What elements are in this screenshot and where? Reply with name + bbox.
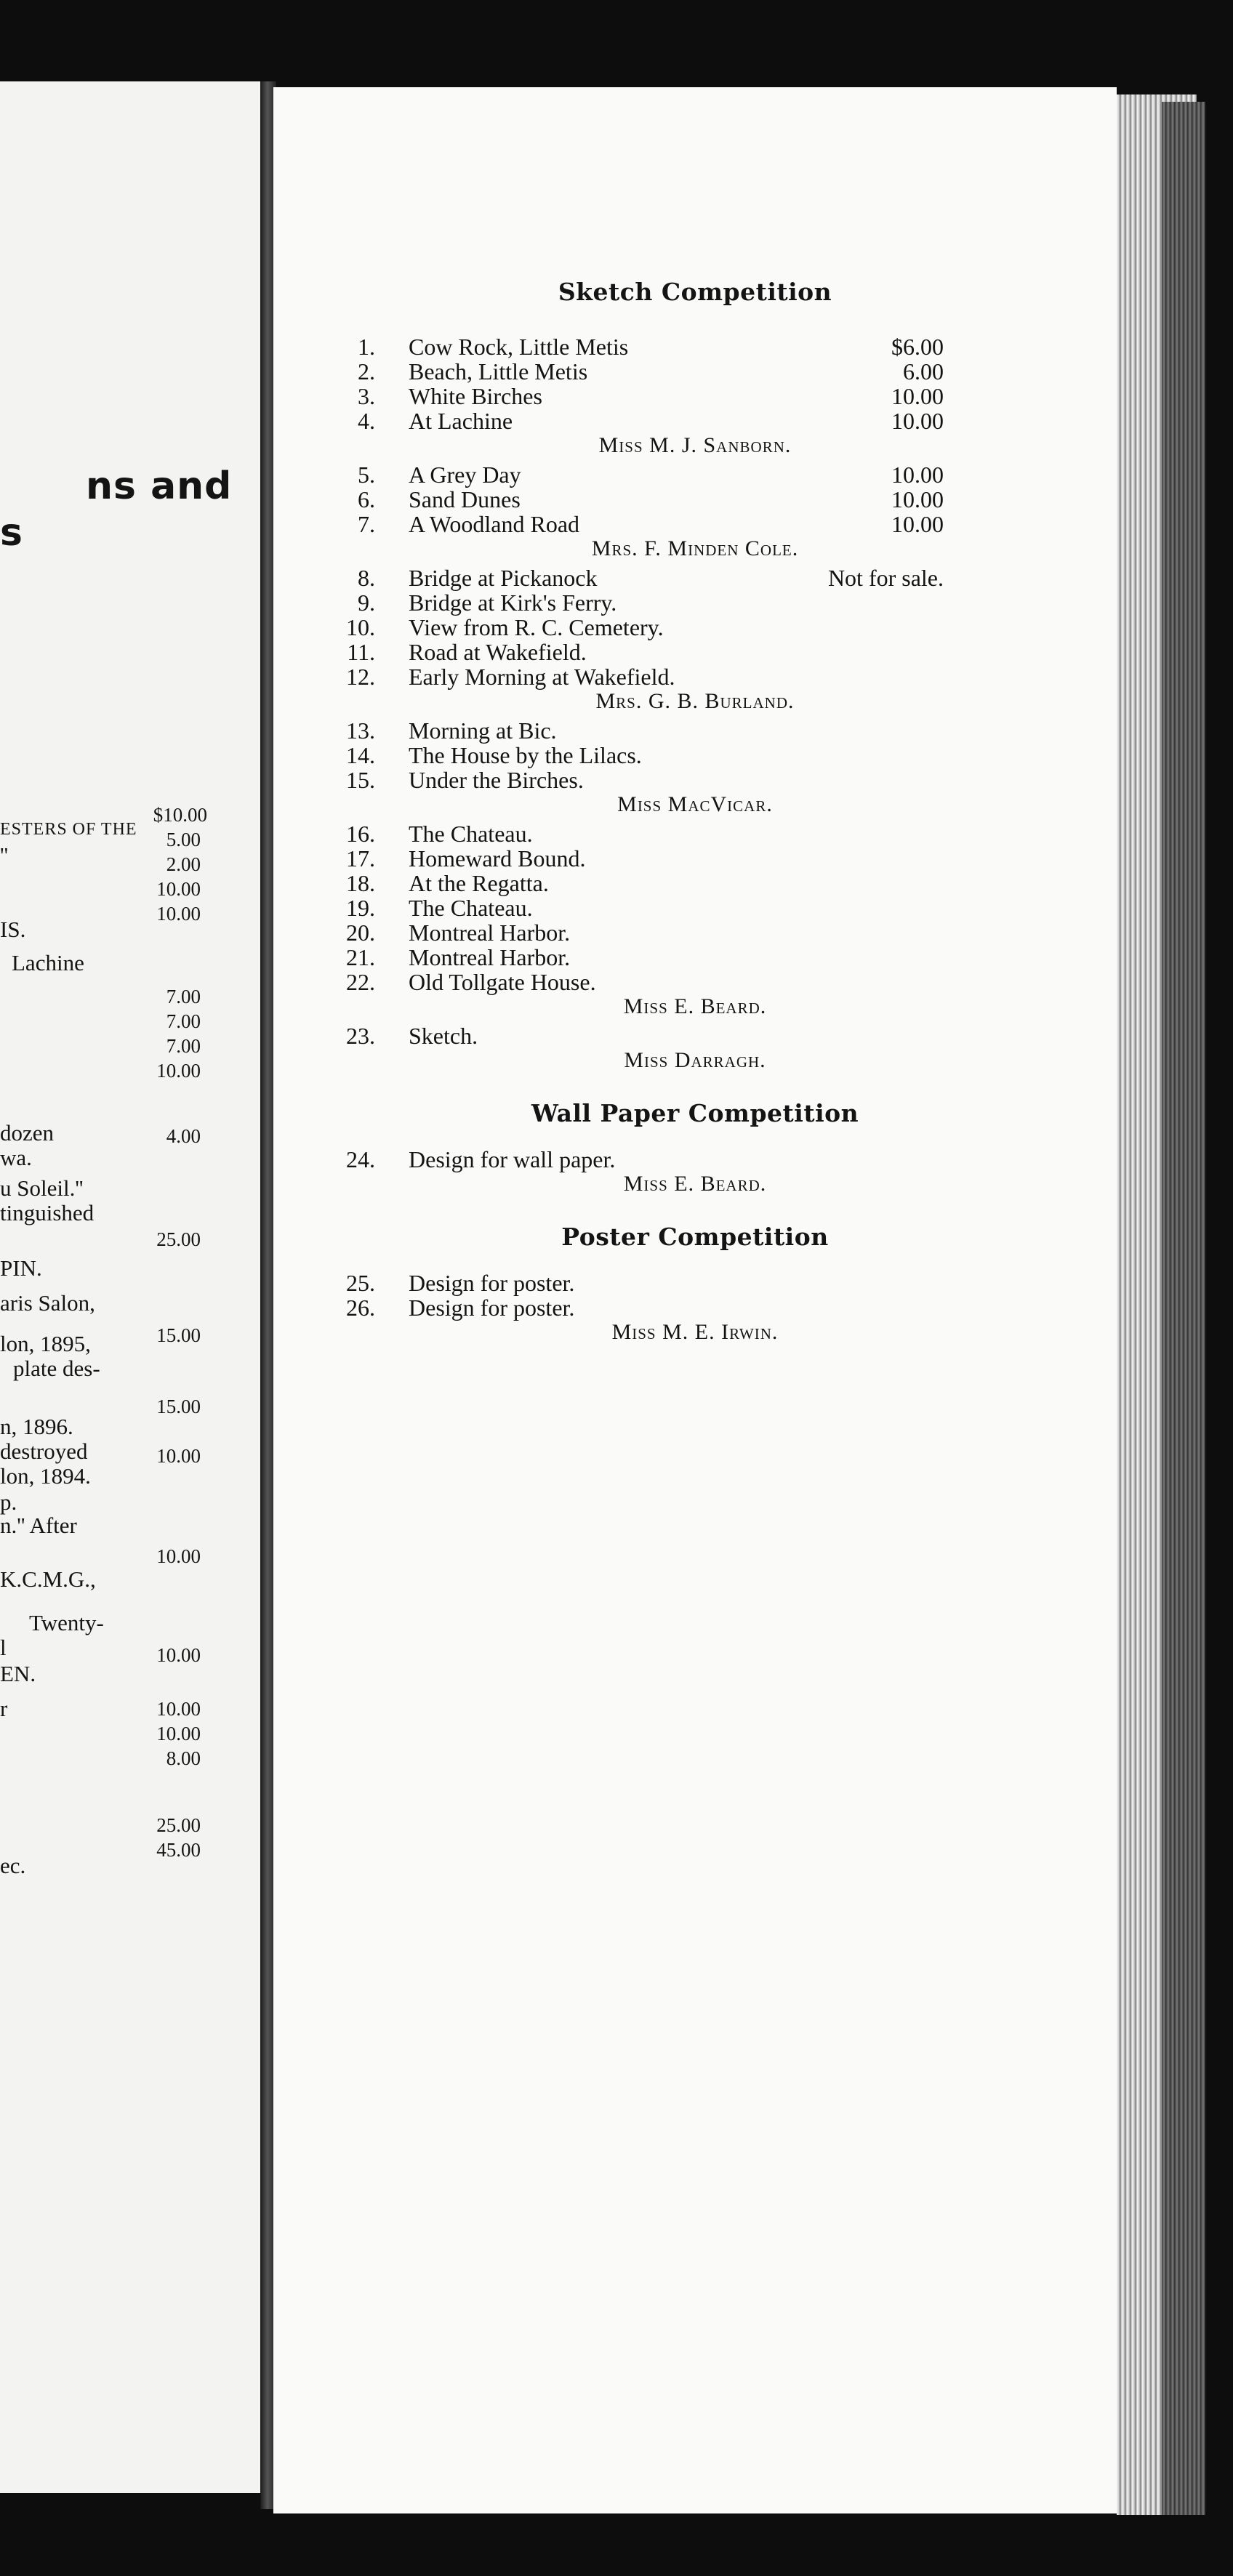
left-price: 15.00 <box>156 1324 201 1346</box>
catalogue-entry <box>273 487 1117 512</box>
artist-name-text: Miss M. J. Sanborn. <box>598 433 792 457</box>
left-page <box>0 81 268 2493</box>
left-fragment: l <box>0 1635 7 1660</box>
catalogue-entry <box>273 334 1117 359</box>
artist-name-text: Mrs. F. Minden Cole. <box>591 536 799 560</box>
entry-number: 19. <box>346 895 375 921</box>
entry-title: Design for wall paper. <box>409 1146 616 1172</box>
entry-title: Sand Dunes <box>409 486 521 512</box>
left-fragment: r <box>0 1696 8 1721</box>
left-fragment: aris Salon, <box>0 1290 95 1316</box>
entry-number: 7. <box>358 511 375 537</box>
catalogue-entry <box>273 462 1117 487</box>
left-price: 2.00 <box>166 853 201 875</box>
left-price: 15.00 <box>156 1396 201 1417</box>
left-fragment: Lachine <box>12 950 84 975</box>
entry-number: 25. <box>346 1270 375 1296</box>
entry-title: White Birches <box>409 383 542 409</box>
entry-price: 6.00 <box>903 358 944 385</box>
catalogue-entry <box>273 871 1117 895</box>
left-price: 5.00 <box>166 829 201 850</box>
catalogue-entry <box>273 384 1117 408</box>
entry-price: 10.00 <box>891 383 944 409</box>
left-fragment: dozen <box>0 1120 55 1146</box>
entry-number: 26. <box>346 1295 375 1321</box>
left-price: 7.00 <box>166 1010 201 1032</box>
entry-title: The House by the Lilacs. <box>409 742 642 768</box>
catalogue-entry <box>273 1295 1117 1320</box>
right-page <box>273 87 1117 2513</box>
artist-name <box>273 433 1117 458</box>
entry-title: Under the Birches. <box>409 767 584 793</box>
entry-title: Road at Wakefield. <box>409 639 587 665</box>
entry-title: The Chateau. <box>409 821 533 847</box>
left-price: 4.00 <box>166 1125 201 1147</box>
left-fragment: Twenty- <box>29 1610 104 1635</box>
entry-number: 2. <box>358 358 375 385</box>
left-price: 10.00 <box>156 1644 201 1666</box>
entry-number: 17. <box>346 845 375 872</box>
entry-number: 24. <box>346 1146 375 1172</box>
left-price: 10.00 <box>156 878 201 900</box>
artist-name <box>273 536 1117 561</box>
entry-number: 22. <box>346 969 375 995</box>
section-title: Sketch Competition <box>558 278 832 306</box>
artist-name-text: Miss E. Beard. <box>623 1172 767 1196</box>
entry-number: 16. <box>346 821 375 847</box>
left-caption: ESTERS OF THE <box>0 820 137 839</box>
catalogue-entry <box>273 821 1117 846</box>
page-edges-shade <box>1162 102 1205 2515</box>
entry-title: A Grey Day <box>409 462 521 488</box>
entry-price: 10.00 <box>891 511 944 537</box>
entry-price: $6.00 <box>891 334 944 360</box>
left-fragment: p. <box>0 1489 17 1515</box>
left-price: 10.00 <box>156 1723 201 1744</box>
artist-name-text: Miss M. E. Irwin. <box>611 1320 779 1344</box>
entry-title: Bridge at Kirk's Ferry. <box>409 589 617 616</box>
entry-title: Design for poster. <box>409 1295 575 1321</box>
left-fragment: K.C.M.G., <box>0 1566 96 1592</box>
left-fragment: n, 1896. <box>0 1414 73 1439</box>
entry-title: Sketch. <box>409 1023 478 1049</box>
catalogue-entry <box>273 664 1117 689</box>
catalogue-entry <box>273 1147 1117 1172</box>
catalogue-entry <box>273 640 1117 664</box>
section-title: Wall Paper Competition <box>531 1099 859 1127</box>
entry-title: Montreal Harbor. <box>409 944 571 970</box>
entry-number: 11. <box>347 639 375 665</box>
left-fragment: u Soleil.'' <box>0 1175 84 1201</box>
left-price: 45.00 <box>156 1839 201 1861</box>
catalogue-entry <box>273 590 1117 615</box>
section-title: Poster Competition <box>561 1223 829 1251</box>
catalogue-entry <box>273 846 1117 871</box>
left-fragment: plate des- <box>13 1356 100 1381</box>
catalogue-entry <box>273 1271 1117 1295</box>
catalogue-entry <box>273 615 1117 640</box>
left-fragment: IS. <box>0 917 26 942</box>
left-price: $10.00 <box>153 804 207 826</box>
entry-number: 4. <box>358 408 375 434</box>
entry-title: Cow Rock, Little Metis <box>409 334 629 360</box>
catalogue-entry <box>273 359 1117 384</box>
left-fragment: EN. <box>0 1661 36 1686</box>
catalogue-entry <box>273 565 1117 590</box>
left-price: 8.00 <box>166 1747 201 1769</box>
entry-number: 3. <box>358 383 375 409</box>
left-price: 25.00 <box>156 1228 201 1250</box>
entry-price: 10.00 <box>891 486 944 512</box>
left-heading-line-1: ns and <box>86 464 233 508</box>
catalogue-entry <box>273 512 1117 536</box>
left-price: 7.00 <box>166 986 201 1007</box>
entry-title: Old Tollgate House. <box>409 969 596 995</box>
entry-title: Morning at Bic. <box>409 717 557 744</box>
entry-price: Not for sale. <box>827 565 944 591</box>
catalogue-entry <box>273 945 1117 970</box>
entry-title: At the Regatta. <box>409 870 549 896</box>
left-fragment: PIN. <box>0 1255 42 1281</box>
left-price: 10.00 <box>156 1698 201 1720</box>
left-heading-line-2: s <box>0 511 23 555</box>
entry-price: 10.00 <box>891 462 944 488</box>
left-fragment: ec. <box>0 1853 26 1878</box>
left-fragment: wa. <box>0 1145 32 1170</box>
entry-price: 10.00 <box>891 408 944 434</box>
left-price: 10.00 <box>156 1545 201 1567</box>
catalogue-entry <box>273 408 1117 433</box>
entry-number: 6. <box>358 486 375 512</box>
catalogue-entry <box>273 970 1117 994</box>
left-price: 25.00 <box>156 1814 201 1836</box>
entry-title: Design for poster. <box>409 1270 575 1296</box>
entry-title: Early Morning at Wakefield. <box>409 664 675 690</box>
entry-title: Homeward Bound. <box>409 845 586 872</box>
artist-name <box>273 1172 1117 1196</box>
entry-title: Beach, Little Metis <box>409 358 588 385</box>
artist-name-text: Miss Darragh. <box>624 1048 766 1072</box>
left-fragment: '' <box>0 842 9 868</box>
entry-number: 20. <box>346 919 375 946</box>
catalogue-entry <box>273 718 1117 743</box>
entry-title: Bridge at Pickanock <box>409 565 598 591</box>
entry-number: 5. <box>358 462 375 488</box>
artist-name <box>273 1320 1117 1345</box>
entry-title: At Lachine <box>409 408 513 434</box>
entry-number: 18. <box>346 870 375 896</box>
left-fragment: n.'' After <box>0 1513 77 1538</box>
left-price: 10.00 <box>156 1445 201 1467</box>
entry-number: 21. <box>346 944 375 970</box>
left-price: 7.00 <box>166 1035 201 1057</box>
entry-number: 14. <box>346 742 375 768</box>
left-fragment: tinguished <box>0 1200 95 1225</box>
catalogue-entry <box>273 920 1117 945</box>
artist-name <box>273 1048 1117 1073</box>
entry-number: 15. <box>346 767 375 793</box>
catalogue-entry <box>273 768 1117 792</box>
artist-name <box>273 994 1117 1019</box>
left-fragment: lon, 1895, <box>0 1331 91 1356</box>
entry-title: View from R. C. Cemetery. <box>409 614 664 640</box>
entry-number: 12. <box>346 664 375 690</box>
catalogue-entry <box>273 743 1117 768</box>
entry-number: 8. <box>358 565 375 591</box>
entry-number: 9. <box>358 589 375 616</box>
left-price: 10.00 <box>156 1060 201 1082</box>
left-fragment: lon, 1894. <box>0 1463 91 1489</box>
entry-number: 23. <box>346 1023 375 1049</box>
entry-title: A Woodland Road <box>409 511 580 537</box>
entry-number: 1. <box>358 334 375 360</box>
artist-name-text: Miss MacVicar. <box>617 792 773 816</box>
artist-name <box>273 792 1117 817</box>
artist-name-text: Mrs. G. B. Burland. <box>595 689 795 713</box>
left-fragment: destroyed <box>0 1438 88 1464</box>
catalogue-entry <box>273 895 1117 920</box>
artist-name-text: Miss E. Beard. <box>623 994 767 1018</box>
entry-title: The Chateau. <box>409 895 533 921</box>
catalogue-entry <box>273 1023 1117 1048</box>
entry-number: 13. <box>346 717 375 744</box>
entry-number: 10. <box>346 614 375 640</box>
artist-name <box>273 689 1117 714</box>
entry-title: Montreal Harbor. <box>409 919 571 946</box>
left-price: 10.00 <box>156 903 201 925</box>
